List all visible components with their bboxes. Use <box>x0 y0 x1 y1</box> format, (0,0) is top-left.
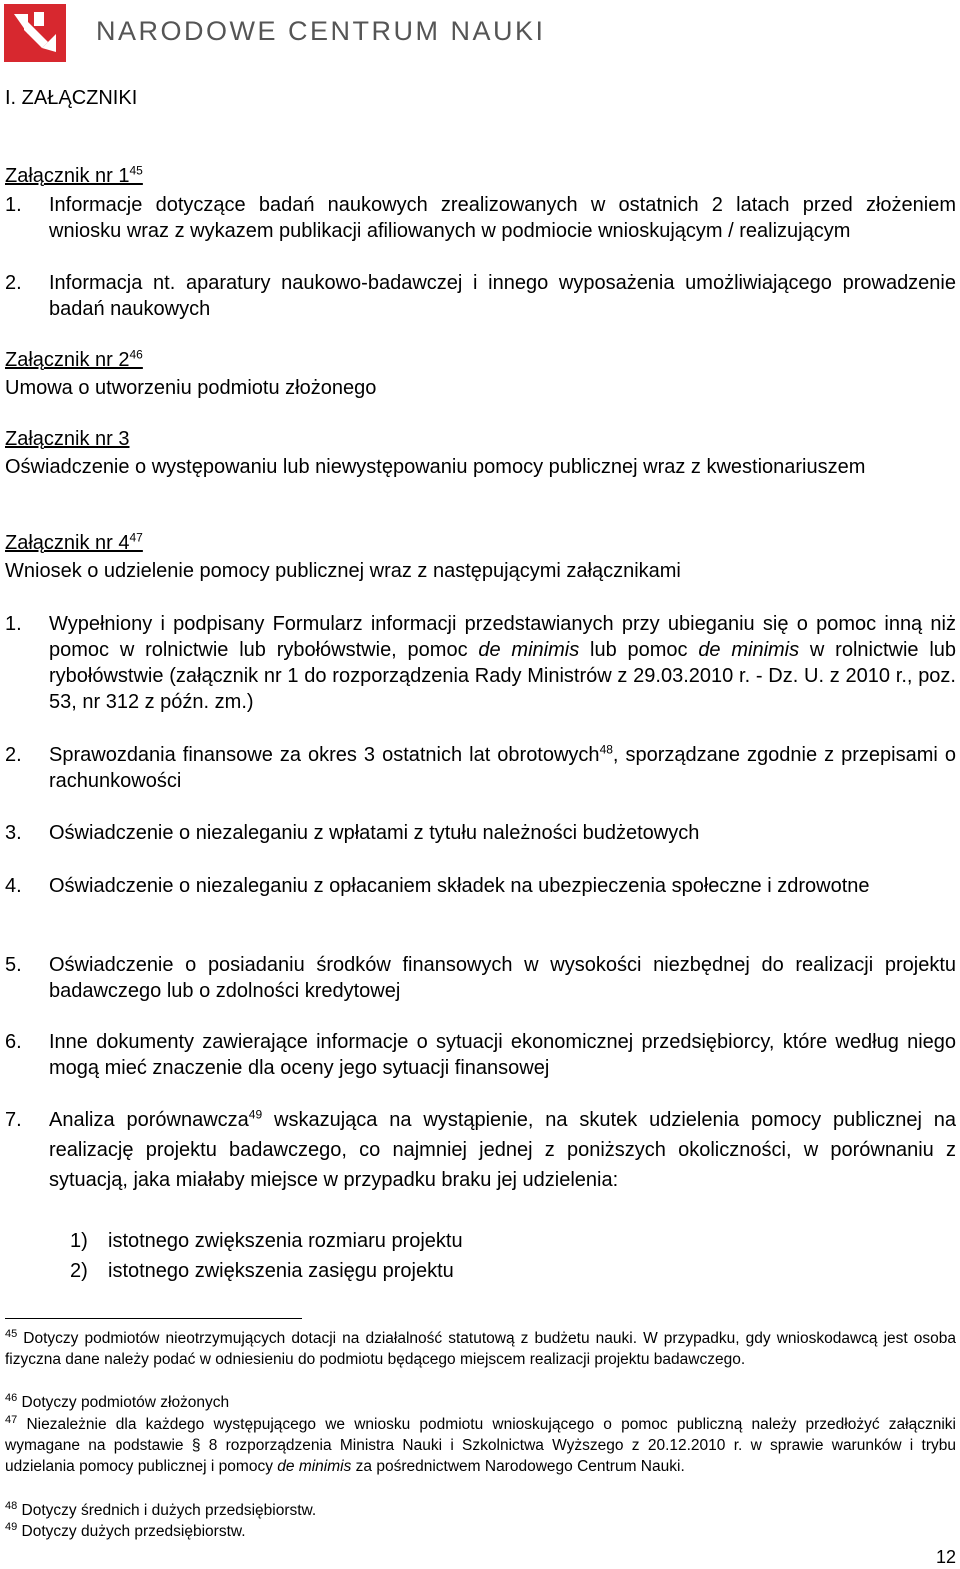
attachment-4-label: Załącznik nr 4 <box>5 532 130 554</box>
footnote-ref-47: 47 <box>129 530 143 545</box>
item-text: Analiza porównawcza$^{49}$ wskazująca na wystąpienie, na skutek udzielenia pomocy publicznej na realizację projektu badawczego, co najmniej jednej z poniższych okoliczności, w porównaniu z sytuacją, jaka miałaby miejsce w przypadku braku jej udzielenia: <box>49 1107 957 1191</box>
item-text: Oświadczenie o posiadaniu środków finansowych w wysokości niezbędnej do realizacji projektu badawczego lub o zdolności kredytowej <box>49 954 956 1002</box>
item-number: 2. <box>5 272 22 294</box>
item-number: 4. <box>5 875 22 897</box>
attachment-2-heading <box>5 349 956 372</box>
item-text: Informacja nt. aparatury naukowo-badawczej i innego wyposażenia umożliwiającego prowadzenie badań naukowych <box>49 272 956 320</box>
footnote-separator <box>5 1318 302 1319</box>
footnote-ref-49: 49 <box>248 1107 263 1122</box>
item-text: Oświadczenie o niezaleganiu z wpłatami z tytułu należności budżetowych <box>49 822 700 844</box>
footnote-47: $^{47}$ Niezależnie dla każdego występującego we wniosku podmiotu wnioskującego o pomoc publiczną należy przedłożyć załączniki wymagane na podstawie § 8 rozporządzenia Ministra Nauki i Szkolnictwa Wyższego z 20.12.2010 r. w sprawie warunków i trybu udzielania pomocy publicznej i pomocy de minimis za pośrednictwem Narodowego Centrum Nauki. <box>5 1413 956 1475</box>
section-title: I. ZAŁĄCZNIKI <box>5 87 138 109</box>
attachment-2-label: Załącznik nr 2 <box>5 349 130 371</box>
item-number: 1. <box>5 194 22 216</box>
item-number: 1. <box>5 613 22 635</box>
item-text: Wypełniony i podpisany Formularz informacji przedstawianych przy ubieganiu się o pomoc inną niż pomoc w rolnictwie lub rybołówstwie, pomoc de minimis lub pomoc de minimis w rolnictwie lub rybołówstwie (załącznik nr 1 do rozporządzenia Rady Ministrów z 29.03.2010 r. - Dz. U. z 2010 r., poz. 53, nr 312 z późn. zm.) <box>49 613 957 713</box>
attachment-4-item-3 <box>5 820 956 846</box>
footnote-45: $^{45}$ Dotyczy podmiotów nieotrzymujących dotacji na działalność statutową z budżetu nauki. W przypadku, gdy wnioskodawcą jest osoba fizyczna dane należy podać w odniesieniu do podmiotu będącego miejscem realizacji projektu badawczego. <box>5 1327 956 1368</box>
brand-name: NARODOWE CENTRUM NAUKI <box>96 16 546 46</box>
attachment-1-heading <box>5 165 956 188</box>
footnote-49: $^{49}$ Dotyczy dużych przedsiębiorstw. <box>5 1520 246 1540</box>
attachment-4-item-1 <box>5 611 956 715</box>
attachment-4-item-7 <box>5 1105 956 1195</box>
page-header <box>4 4 956 60</box>
item-number: 2. <box>5 744 22 766</box>
attachment-1-item-1 <box>5 192 956 244</box>
subitem-1: 1) istotnego zwiększenia rozmiaru projektu <box>70 1230 463 1252</box>
attachment-3-heading <box>5 428 956 451</box>
attachment-4-text: Wniosek o udzielenie pomocy publicznej wraz z następującymi załącznikami <box>5 560 681 582</box>
attachment-3-label: Załącznik nr 3 <box>5 428 130 450</box>
attachment-4-item-2 <box>5 742 956 794</box>
footnote-46: $^{46}$ Dotyczy podmiotów złożonych <box>5 1391 230 1411</box>
item-number: 3. <box>5 822 22 844</box>
item-number: 6. <box>5 1031 22 1053</box>
attachment-1-item-2 <box>5 270 956 322</box>
attachment-3-text: Oświadczenie o występowaniu lub niewystępowaniu pomocy publicznej wraz z kwestionariuszem <box>5 456 866 478</box>
item-text: Oświadczenie o niezaleganiu z opłacaniem składek na ubezpieczenia społeczne i zdrowotne <box>49 875 870 897</box>
attachment-4-item-4 <box>5 873 956 899</box>
attachment-4-item-5 <box>5 952 956 1004</box>
subitem-2: 2) istotnego zwiększenia zasięgu projektu <box>70 1260 454 1282</box>
footnote-ref-45: 45 <box>129 163 143 178</box>
item-text: Sprawozdania finansowe za okres 3 ostatnich lat obrotowych$^{48}$, sporządzane zgodnie z przepisami o rachunkowości <box>49 742 956 792</box>
attachment-4-item-6 <box>5 1029 956 1081</box>
attachment-1-label: Załącznik nr 1 <box>5 165 130 187</box>
ncn-logo-icon <box>4 4 66 62</box>
item-text: Informacje dotyczące badań naukowych zrealizowanych w ostatnich 2 latach przed złożeniem wniosku wraz z wykazem publikacji afiliowanych w podmiocie wnioskującym / realizującym <box>49 194 956 242</box>
page-number: 12 <box>935 1547 956 1567</box>
footnote-ref-46: 46 <box>129 347 143 362</box>
item-text: Inne dokumenty zawierające informacje o sytuacji ekonomicznej przedsiębiorcy, które według niego mogą mieć znaczenie dla oceny jego sytuacji finansowej <box>49 1031 956 1079</box>
item-number: 7. <box>5 1109 22 1131</box>
footnote-ref-48: 48 <box>599 742 613 757</box>
attachment-2-text: Umowa o utworzeniu podmiotu złożonego <box>5 377 377 399</box>
attachment-4-heading <box>5 532 956 555</box>
item-number: 5. <box>5 954 22 976</box>
footnote-48: $^{48}$ Dotyczy średnich i dużych przedsiębiorstw. <box>5 1499 317 1519</box>
